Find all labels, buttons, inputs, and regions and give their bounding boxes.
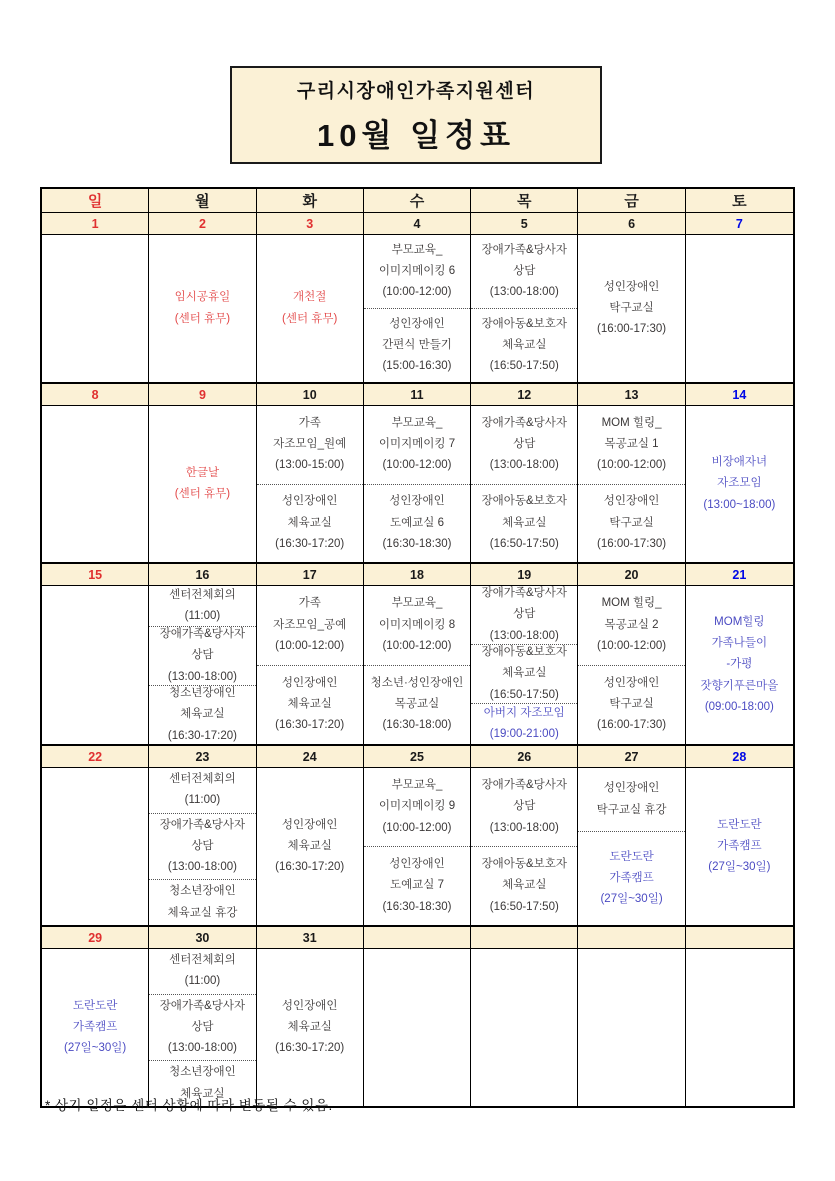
event-line: 비장애자녀 xyxy=(711,456,768,469)
date-number: 9 xyxy=(149,384,256,405)
event-line: (16:00-17:30) xyxy=(597,323,667,336)
date-number: 25 xyxy=(364,746,471,767)
calendar-table xyxy=(40,187,795,1108)
day-cell xyxy=(471,406,578,562)
event-line: 자조모임_원예 xyxy=(273,438,347,451)
event-line: 자조모임_공예 xyxy=(273,618,347,631)
event-line: 잣향기푸른마을 xyxy=(700,679,779,692)
event-line: 부모교육_ xyxy=(391,597,443,610)
event-line: 간편식 만들기 xyxy=(382,338,452,351)
date-number xyxy=(364,927,471,948)
event-line: (16:00-17:30) xyxy=(597,719,667,732)
event xyxy=(578,665,684,745)
event xyxy=(257,768,363,925)
event-line: (10:00-12:00) xyxy=(275,639,345,652)
event-line: 부모교육_ xyxy=(391,243,443,256)
date-number-row xyxy=(42,564,793,586)
event xyxy=(471,703,577,744)
event-line: (16:50-17:50) xyxy=(489,900,559,913)
date-number-row xyxy=(42,927,793,949)
event xyxy=(364,846,470,925)
event-line: (13:00-18:00) xyxy=(167,861,237,874)
event-line: 성인장애인 xyxy=(389,858,445,871)
event-line: 센터전체회의 xyxy=(169,773,236,786)
event-line: 도예교실 7 xyxy=(389,879,444,892)
date-number: 12 xyxy=(471,384,578,405)
event-line: (10:00-12:00) xyxy=(382,459,452,472)
event-line: 청소년장애인 xyxy=(169,1066,236,1079)
day-cell xyxy=(686,235,793,382)
day-cell xyxy=(364,586,471,744)
event xyxy=(149,406,255,562)
date-number: 30 xyxy=(149,927,256,948)
event xyxy=(149,949,255,994)
event-line: 체육교실 xyxy=(287,839,332,852)
day-cell xyxy=(42,406,149,562)
event xyxy=(686,586,793,744)
date-number: 29 xyxy=(42,927,149,948)
event-line: 체육교실 xyxy=(287,1020,332,1033)
event-line: 성인장애인 xyxy=(281,495,338,508)
event-line: 상담 xyxy=(191,1020,214,1033)
day-cell xyxy=(471,768,578,925)
event-line: 체육교실 xyxy=(502,338,547,351)
event xyxy=(471,484,577,563)
day-cell xyxy=(471,235,578,382)
event xyxy=(149,768,255,813)
date-number: 24 xyxy=(257,746,364,767)
event-line: 장애가족&당사자 xyxy=(159,818,246,831)
event-line: 가족 xyxy=(298,416,321,429)
weekday-header: 화 xyxy=(257,189,364,212)
event-line: 청소년장애인 xyxy=(169,687,236,700)
event-line: 상담 xyxy=(513,438,536,451)
event xyxy=(149,586,255,626)
event-line: (센터 휴무) xyxy=(174,312,231,325)
day-cell xyxy=(471,949,578,1106)
event-line: 상담 xyxy=(513,800,536,813)
date-number: 8 xyxy=(42,384,149,405)
event-line: 상담 xyxy=(191,649,214,662)
event xyxy=(686,406,793,562)
event-line: (10:00-12:00) xyxy=(382,286,452,299)
weekday-header: 금 xyxy=(578,189,685,212)
event xyxy=(364,484,470,563)
day-cell xyxy=(364,235,471,382)
week-content-row xyxy=(42,949,793,1106)
event-line: 목공교실 2 xyxy=(604,618,659,631)
event-line: (16:50-17:50) xyxy=(489,360,559,373)
event-line: (27일~30일) xyxy=(708,861,771,874)
event-line: 체육교실 xyxy=(180,1087,225,1100)
event xyxy=(149,626,255,685)
event-line: 목공교실 xyxy=(394,698,440,711)
event-line: 장애가족&당사자 xyxy=(481,587,567,600)
event-line: (16:30-17:20) xyxy=(275,861,345,874)
event xyxy=(149,685,255,744)
event xyxy=(471,586,577,644)
event-line: 부모교육_ xyxy=(391,416,443,429)
week-content-row xyxy=(42,768,793,927)
event xyxy=(471,308,577,382)
event-line: 성인장애인 xyxy=(281,999,338,1012)
event xyxy=(471,644,577,703)
event-line: (센터 휴무) xyxy=(174,488,231,500)
date-number: 20 xyxy=(578,564,685,585)
event-line: (16:30-18:00) xyxy=(382,719,452,732)
event-line: 도란도란 xyxy=(609,850,654,863)
event-line: 탁구교실 휴강 xyxy=(596,803,667,816)
day-cell xyxy=(257,768,364,925)
event-line: 장애가족&당사자 xyxy=(159,628,246,641)
event-line: 도란도란 xyxy=(72,999,118,1012)
event-line: 장애아동&보호자 xyxy=(481,495,567,508)
week-content-row xyxy=(42,586,793,746)
day-cell xyxy=(257,406,364,562)
day-cell xyxy=(578,949,685,1106)
event xyxy=(149,813,255,879)
event-line: 체육교실 xyxy=(287,698,332,711)
event-line: 임시공휴일 xyxy=(174,291,231,304)
date-number: 16 xyxy=(149,564,256,585)
date-number: 6 xyxy=(578,213,685,234)
date-number xyxy=(471,927,578,948)
event xyxy=(364,665,470,745)
date-number: 18 xyxy=(364,564,471,585)
event-line: (13:00-18:00) xyxy=(489,629,559,642)
event-line: 체육교실 xyxy=(502,516,547,529)
event-line: 성인장애인 xyxy=(603,782,660,795)
day-cell xyxy=(257,949,364,1106)
event-line: (09:00-18:00) xyxy=(704,700,774,713)
date-number: 5 xyxy=(471,213,578,234)
event xyxy=(686,768,793,925)
date-number: 10 xyxy=(257,384,364,405)
event-line: 탁구교실 xyxy=(609,516,654,529)
event-line: 체육교실 xyxy=(502,667,547,680)
event xyxy=(578,484,684,563)
event xyxy=(578,235,684,382)
event xyxy=(364,586,470,665)
event-line: MOM 힐링_ xyxy=(601,597,662,610)
day-cell xyxy=(257,586,364,744)
weekday-header: 수 xyxy=(364,189,471,212)
event-line: (13:00-18:00) xyxy=(489,821,559,834)
day-cell xyxy=(42,949,149,1106)
event-line: (13:00~18:00) xyxy=(703,498,776,511)
day-cell xyxy=(42,235,149,382)
page-title: 10월 일정표 xyxy=(317,117,515,153)
event-line: MOM힐링 xyxy=(714,615,765,628)
day-cell xyxy=(686,768,793,925)
event-line: 체육교실 xyxy=(287,516,332,529)
event-line: 장애아동&보호자 xyxy=(481,317,567,330)
event xyxy=(578,831,684,925)
event-line: 한글날 xyxy=(185,466,220,479)
event-line: (16:00-17:30) xyxy=(597,537,667,550)
event-line: 성인장애인 xyxy=(389,495,445,508)
event-line: 목공교실 1 xyxy=(604,438,659,451)
event-line: 자조모임 xyxy=(717,477,762,490)
event-line: 부모교육_ xyxy=(391,779,443,792)
weekday-header: 월 xyxy=(149,189,256,212)
day-cell xyxy=(42,768,149,925)
event-line: (16:50-17:50) xyxy=(489,537,559,550)
event xyxy=(364,308,470,382)
event-line: 체육교실 xyxy=(180,708,225,721)
date-number: 22 xyxy=(42,746,149,767)
day-cell xyxy=(149,235,256,382)
event-line: (16:30-17:20) xyxy=(167,729,237,742)
event-line: (13:00-18:00) xyxy=(489,459,559,472)
event xyxy=(257,949,363,1106)
event-line: (10:00-12:00) xyxy=(382,639,452,652)
day-cell xyxy=(686,586,793,744)
event-line: MOM 힐링_ xyxy=(601,416,662,429)
weekday-header-row xyxy=(42,189,793,213)
day-cell xyxy=(149,406,256,562)
event-line: 성인장애인 xyxy=(281,676,338,689)
date-number: 26 xyxy=(471,746,578,767)
event-line: 가족나들이 xyxy=(711,637,768,650)
date-number: 23 xyxy=(149,746,256,767)
event-line: 탁구교실 xyxy=(609,698,654,711)
event-line: (19:00-21:00) xyxy=(489,728,559,740)
event xyxy=(578,406,684,484)
date-number: 11 xyxy=(364,384,471,405)
day-cell xyxy=(471,586,578,744)
date-number xyxy=(578,927,685,948)
day-cell xyxy=(149,768,256,925)
event-line: (16:30-17:20) xyxy=(275,1042,345,1055)
event-line: 가족캠프 xyxy=(72,1020,118,1033)
event-line: 청소년·성인장애인 xyxy=(370,676,464,689)
weekday-header: 일 xyxy=(42,189,149,212)
event-line: 장애가족&당사자 xyxy=(481,243,567,256)
date-number: 13 xyxy=(578,384,685,405)
day-cell xyxy=(578,768,685,925)
date-number: 15 xyxy=(42,564,149,585)
event xyxy=(257,586,363,665)
event-line: 성인장애인 xyxy=(281,818,338,831)
date-number: 28 xyxy=(732,749,747,764)
event-line: 이미지메이킹 6 xyxy=(378,264,456,277)
week-content-row xyxy=(42,235,793,384)
event-line: (13:00-18:00) xyxy=(167,670,237,683)
event-line: (13:00-18:00) xyxy=(489,286,559,299)
day-cell xyxy=(578,235,685,382)
event-line: 성인장애인 xyxy=(603,495,660,508)
date-number: 31 xyxy=(257,927,364,948)
event xyxy=(42,949,148,1106)
day-cell xyxy=(578,406,685,562)
event-line: 체육교실 휴강 xyxy=(167,906,238,919)
event-line: 장애아동&보호자 xyxy=(481,646,567,659)
date-number: 19 xyxy=(471,564,578,585)
date-number: 7 xyxy=(735,216,743,231)
event-line: 장애아동&보호자 xyxy=(481,858,567,871)
event xyxy=(149,235,255,382)
event-line: 상담 xyxy=(513,264,536,277)
event-line: 상담 xyxy=(513,608,536,621)
event-line: 아버지 자조모임 xyxy=(483,706,565,719)
event-line: 성인장애인 xyxy=(603,676,660,689)
event-line: 장애가족&당사자 xyxy=(481,779,567,792)
day-cell xyxy=(257,235,364,382)
day-cell xyxy=(364,406,471,562)
event-line: (센터 휴무) xyxy=(282,312,338,325)
day-cell xyxy=(149,586,256,744)
event-line: (10:00-12:00) xyxy=(597,459,667,472)
date-number-row xyxy=(42,746,793,768)
event-line: (15:00-16:30) xyxy=(382,360,452,373)
weekday-header: 목 xyxy=(471,189,578,212)
event-line: 탁구교실 xyxy=(609,301,654,314)
day-cell xyxy=(364,949,471,1106)
event-line: (27일~30일) xyxy=(64,1042,127,1055)
date-number-row xyxy=(42,213,793,235)
date-number: 21 xyxy=(732,567,747,582)
event-line: 이미지메이킹 8 xyxy=(378,618,456,631)
event xyxy=(149,994,255,1060)
event-line: 장애가족&당사자 xyxy=(159,999,246,1012)
event xyxy=(471,846,577,925)
date-number: 1 xyxy=(42,213,149,234)
date-number: 27 xyxy=(578,746,685,767)
event-line: 센터전체회의 xyxy=(169,588,236,601)
event-line: (10:00-12:00) xyxy=(382,821,452,834)
event xyxy=(364,768,470,846)
event-line: 청소년장애인 xyxy=(169,885,236,898)
event-line: (11:00) xyxy=(184,610,221,622)
event xyxy=(149,879,255,925)
event-line: 가족캠프 xyxy=(609,871,654,884)
date-number: 14 xyxy=(732,387,747,402)
week-content-row xyxy=(42,406,793,564)
event-line: 성인장애인 xyxy=(603,280,660,293)
event-line: 성인장애인 xyxy=(389,317,445,330)
day-cell xyxy=(686,406,793,562)
footnote: * 상기 일정은 센터 상황에 따라 변동될 수 있음. xyxy=(45,1098,333,1113)
weekday-header: 토 xyxy=(732,193,747,210)
event xyxy=(471,406,577,484)
event xyxy=(257,484,363,563)
event xyxy=(364,235,470,308)
event xyxy=(257,665,363,745)
day-cell xyxy=(364,768,471,925)
event-line: (13:00-18:00) xyxy=(167,1042,237,1055)
event-line: (16:50-17:50) xyxy=(489,688,559,701)
event-line: 도예교실 6 xyxy=(389,516,444,529)
date-number: 4 xyxy=(364,213,471,234)
event-line: 체육교실 xyxy=(502,879,547,892)
event-line: 장애가족&당사자 xyxy=(481,416,567,429)
event xyxy=(257,406,363,484)
date-number: 2 xyxy=(149,213,256,234)
date-number-row xyxy=(42,384,793,406)
day-cell xyxy=(686,949,793,1106)
event-line: (10:00-12:00) xyxy=(597,639,667,652)
event xyxy=(471,235,577,308)
event-line: (27일~30일) xyxy=(600,893,663,906)
event-line: 상담 xyxy=(191,839,214,852)
event-line: 도란도란 xyxy=(717,818,762,831)
event-line: (16:30-17:20) xyxy=(275,719,345,732)
event xyxy=(471,768,577,846)
event-line: 이미지메이킹 7 xyxy=(378,438,456,451)
day-cell xyxy=(149,949,256,1106)
date-number: 3 xyxy=(257,213,364,234)
event-line: -가평 xyxy=(726,658,753,671)
event-line: (11:00) xyxy=(184,794,221,807)
day-cell xyxy=(42,586,149,744)
event-line: (11:00) xyxy=(184,975,221,988)
event xyxy=(578,586,684,665)
title-box xyxy=(230,66,602,164)
event-line: 이미지메이킹 9 xyxy=(378,800,456,813)
event-line: 개천절 xyxy=(293,291,327,304)
event-line: (16:30-18:30) xyxy=(382,537,452,550)
center-name: 구리시장애인가족지원센터 xyxy=(296,80,536,102)
event xyxy=(257,235,363,382)
event xyxy=(364,406,470,484)
date-number: 17 xyxy=(257,564,364,585)
date-number xyxy=(686,927,793,948)
event-line: (13:00-15:00) xyxy=(275,459,345,472)
event-line: (16:30-18:30) xyxy=(382,900,452,913)
event-line: 가족캠프 xyxy=(717,839,762,852)
event-line: 센터전체회의 xyxy=(169,954,236,967)
event xyxy=(578,768,684,831)
day-cell xyxy=(578,586,685,744)
event-line: (16:30-17:20) xyxy=(275,537,345,550)
event-line: 가족 xyxy=(298,597,321,610)
